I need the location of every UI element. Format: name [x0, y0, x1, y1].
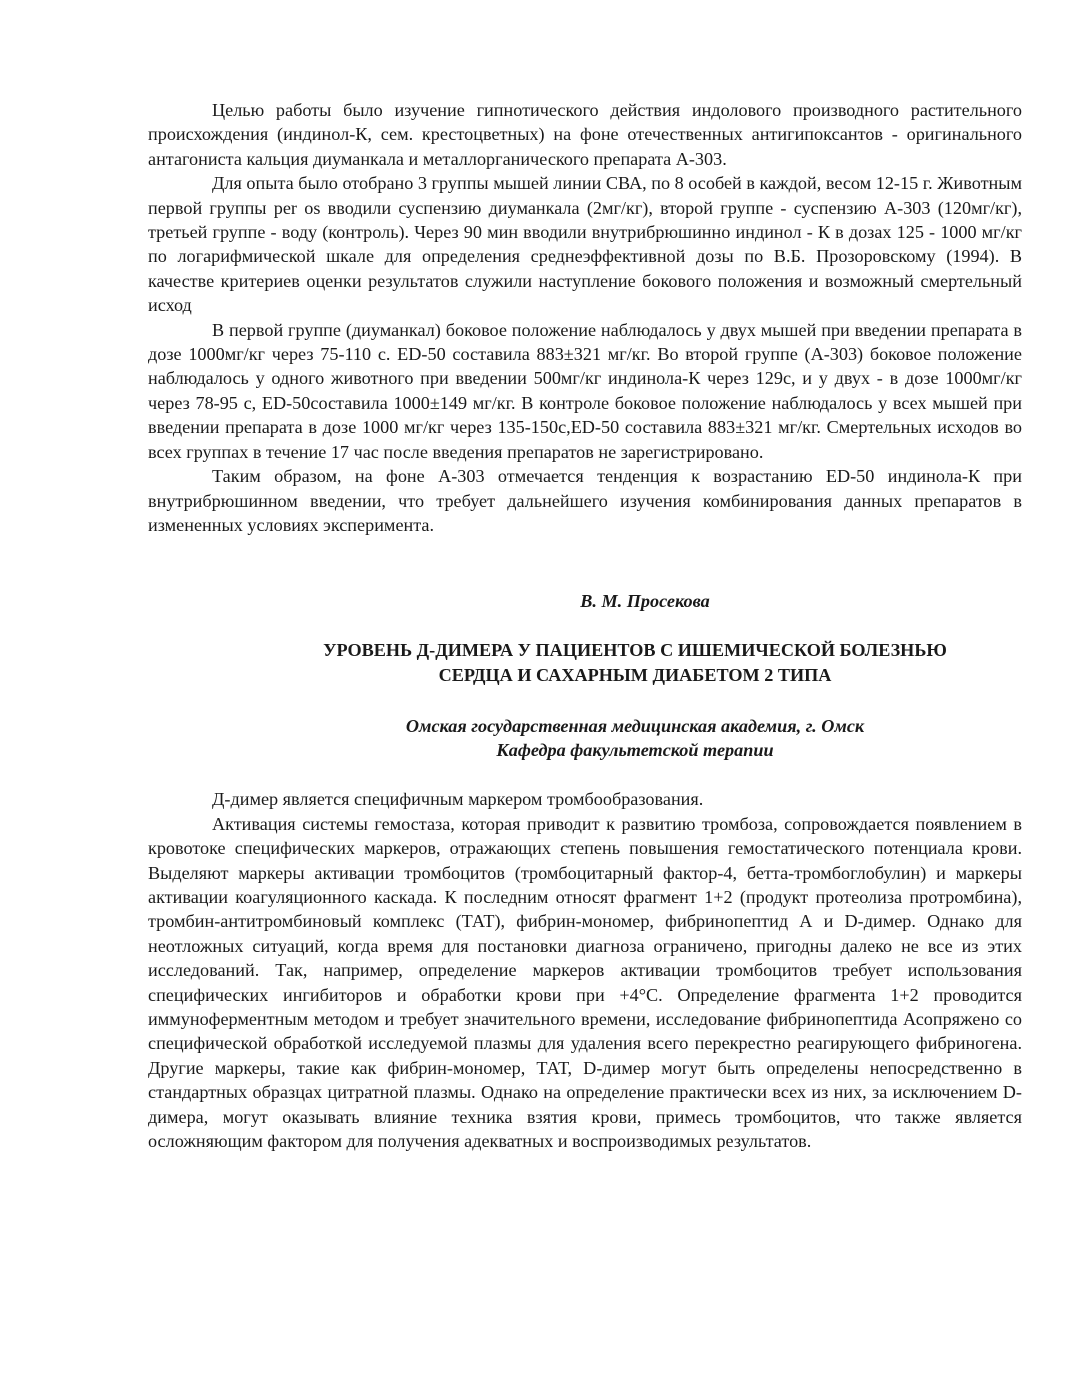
- affiliation-institution: Омская государственная медицинская академия, г. Омск: [405, 716, 865, 737]
- article-title-line-1: УРОВЕНЬ Д-ДИМЕРА У ПАЦИЕНТОВ С ИШЕМИЧЕСКОЙ БОЛЕЗНЬЮ: [323, 640, 947, 661]
- affiliation-department: Кафедра факультетской терапии: [496, 740, 774, 761]
- article-title: [148, 638, 1022, 687]
- paragraph-hemostasis: Активация системы гемостаза, которая приводит к развитию тромбоза, сопровождается появлением в кровотоке специфических маркеров, отражающих степень повышения гемостатического потенциала крови. Выделяют маркеры активации тромбоцитов (тромбоцитарный фактор-4, бетта-тромбоглобулин) и маркеры активации коагуляционного каскада. К последним относят фрагмент 1+2 (продукт протеолиза протромбина), тромбин-антитромбиновый комплекс (ТАТ), фибрин-мономер, фибринопептид А и D-димер. Однако для неотложных ситуаций, когда время для постановки диагноза ограничено, пригодны далеко не все из этих исследований. Так, например, определение маркеров активации тромбоцитов требует использования специфических ингибиторов и обработки крови при +4°С. Определение фрагмента 1+2 проводится иммуноферментным методом и требует значительного времени, исследование фибринопептида Асопряжено со специфической обработкой исследуемой плазмы для удаления всего перекрестно реагирующего фибриногена. Другие маркеры, такие как фибрин-мономер, ТАТ, D-димер могут быть определены непосредственно в стандартных образцах цитратной плазмы. Однако на определение практически всех из них, за исключением D-димера, могут оказывать влияние техника взятия крови, примесь тромбоцитов, что также является осложняющим фактором для получения адекватных и воспроизводимых результатов.: [148, 813, 1022, 1151]
- paragraph-intro: Д-димер является специфичным маркером тромбообразования.: [212, 789, 704, 810]
- article-author: В. М. Просекова: [580, 591, 710, 612]
- article-affiliation: [148, 714, 1022, 762]
- document-page: [148, 98, 1022, 1153]
- previous-article-conclusion: [148, 98, 1022, 537]
- paragraph-aim: Целью работы было изучение гипнотического действия индолового производного растительного происхождения (индинол-К, сем. крестоцветных) на фоне отечественных антигипоксантов - оригинального антагониста кальция диуманкала и металлорганического препарата А-303.: [148, 100, 1022, 169]
- paragraph-conclusion: Таким образом, на фоне А-303 отмечается тенденция к возрастанию ED-50 индинола-К при внутрибрюшинном введении, что требует дальнейшего изучения комбинирования данных препаратов в измененных условиях эксперимента.: [148, 466, 1022, 535]
- article-title-line-2: СЕРДЦА И САХАРНЫМ ДИАБЕТОМ 2 ТИПА: [438, 664, 832, 685]
- article-body: [148, 787, 1022, 1153]
- paragraph-results: В первой группе (диуманкал) боковое положение наблюдалось у двух мышей при введении препарата в дозе 1000мг/кг через 75-110 с. ED-50 составила 883±321 мг/кг. Во второй группе (А-303) боковое положение наблюдалось у одного животного при введении 500мг/кг индинола-К через 129с, и у двух - в дозе 1000мг/кг через 78-95 с, ED-50составила 1000±149 мг/кг. В контроле боковое положение наблюдалось у всех мышей при введении препарата в дозе 1000 мг/кг через 135-150с,ED-50 составила 883±321 мг/кг. Смертельных исходов во всех группах в течение 17 час после введения препаратов не зарегистрировано.: [148, 319, 1022, 462]
- paragraph-method: Для опыта было отобрано 3 группы мышей линии СВА, по 8 особей в каждой, весом 12-15 г. Животным первой группы per os вводили суспензию диуманкала (2мг/кг), второй группе - суспензию А-303 (120мг/кг), третьей группе - воду (контроль). Через 90 мин вводили внутрибрюшинно индинол - К в дозах 125 - 1000 мг/кг по логарифмической шкале для определения среднеэффективной дозы по В.Б. Прозоровскому (1994). В качестве критериев оценки результатов служили наступление бокового положения и возможный смертельный исход: [148, 173, 1022, 316]
